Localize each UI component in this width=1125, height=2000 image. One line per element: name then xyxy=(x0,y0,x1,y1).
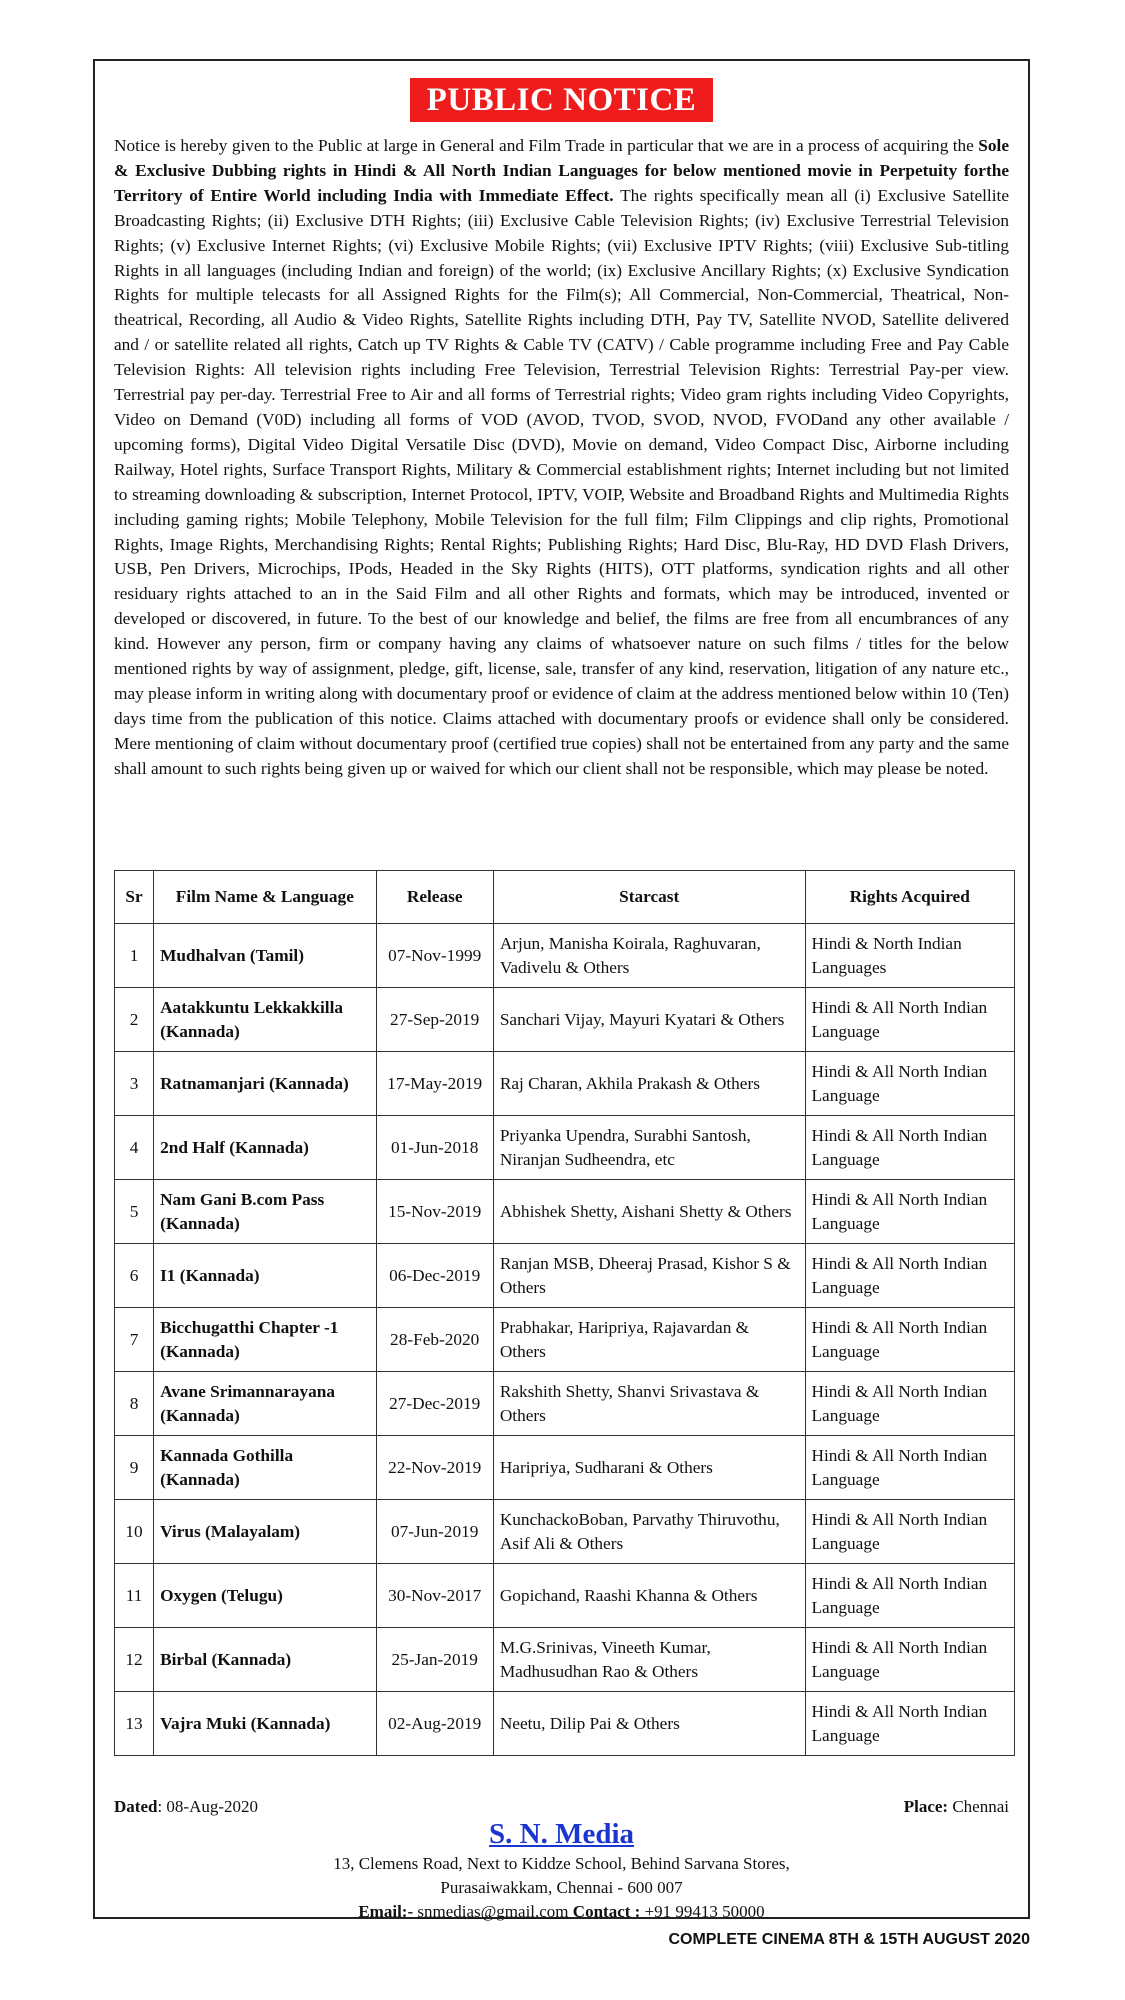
place xyxy=(904,1797,1009,1817)
table-row xyxy=(115,1436,1015,1500)
cell-sr: 8 xyxy=(115,1372,154,1436)
dated xyxy=(114,1797,258,1817)
cell-rights: Hindi & North Indian Languages xyxy=(805,924,1015,988)
table-row xyxy=(115,1180,1015,1244)
table-row xyxy=(115,924,1015,988)
table-row xyxy=(115,1564,1015,1628)
cell-starcast: Gopichand, Raashi Khanna & Others xyxy=(493,1564,805,1628)
dated-value: : 08-Aug-2020 xyxy=(157,1797,259,1816)
cell-sr: 5 xyxy=(115,1180,154,1244)
cell-rights: Hindi & All North Indian Language xyxy=(805,1500,1015,1564)
address-line-2: Purasaiwakkam, Chennai - 600 007 xyxy=(440,1878,683,1897)
cell-sr: 2 xyxy=(115,988,154,1052)
cell-sr: 12 xyxy=(115,1628,154,1692)
cell-film-name: Birbal (Kannada) xyxy=(154,1628,376,1692)
cell-rights: Hindi & All North Indian Language xyxy=(805,1692,1015,1756)
cell-rights: Hindi & All North Indian Language xyxy=(805,1180,1015,1244)
place-value: Chennai xyxy=(948,1797,1009,1816)
table-row xyxy=(115,988,1015,1052)
films-table xyxy=(114,870,1015,1756)
cell-starcast: Raj Charan, Akhila Prakash & Others xyxy=(493,1052,805,1116)
cell-starcast: Arjun, Manisha Koirala, Raghuvaran, Vadivelu & Others xyxy=(493,924,805,988)
cell-starcast: Prabhakar, Haripriya, Rajavardan & Others xyxy=(493,1308,805,1372)
dated-label: Dated xyxy=(114,1797,158,1816)
cell-film-name: 2nd Half (Kannada) xyxy=(154,1116,376,1180)
cell-release: 07-Nov-1999 xyxy=(376,924,493,988)
table-row xyxy=(115,1500,1015,1564)
cell-film-name: Kannada Gothilla (Kannada) xyxy=(154,1436,376,1500)
title-banner xyxy=(95,78,1028,122)
notice-frame xyxy=(93,59,1030,1919)
cell-rights: Hindi & All North Indian Language xyxy=(805,1564,1015,1628)
address-line-1: 13, Clemens Road, Next to Kiddze School, Behind Sarvana Stores, xyxy=(333,1854,790,1873)
cell-sr: 9 xyxy=(115,1436,154,1500)
cell-rights: Hindi & All North Indian Language xyxy=(805,1244,1015,1308)
cell-release: 17-May-2019 xyxy=(376,1052,493,1116)
cell-sr: 10 xyxy=(115,1500,154,1564)
films-table-body xyxy=(115,924,1015,1756)
table-row xyxy=(115,1372,1015,1436)
table-row xyxy=(115,1116,1015,1180)
contact-line xyxy=(95,1900,1028,1924)
cell-starcast: Abhishek Shetty, Aishani Shetty & Others xyxy=(493,1180,805,1244)
place-label: Place: xyxy=(903,1797,949,1816)
cell-rights: Hindi & All North Indian Language xyxy=(805,1628,1015,1692)
cell-film-name: Avane Srimannarayana (Kannada) xyxy=(154,1372,376,1436)
cell-film-name: Mudhalvan (Tamil) xyxy=(154,924,376,988)
cell-film-name: Bicchugatthi Chapter -1 (Kannada) xyxy=(154,1308,376,1372)
cell-starcast: Neetu, Dilip Pai & Others xyxy=(493,1692,805,1756)
company-block xyxy=(95,1818,1028,1851)
cell-film-name: Oxygen (Telugu) xyxy=(154,1564,376,1628)
cell-sr: 13 xyxy=(115,1692,154,1756)
cell-rights: Hindi & All North Indian Language xyxy=(805,1308,1015,1372)
cell-sr: 6 xyxy=(115,1244,154,1308)
contact-number: +91 99413 50000 xyxy=(644,1902,765,1921)
cell-rights: Hindi & All North Indian Language xyxy=(805,1372,1015,1436)
company-address xyxy=(95,1852,1028,1924)
contact-label: Contact : xyxy=(572,1902,641,1921)
cell-sr: 7 xyxy=(115,1308,154,1372)
email-link[interactable]: snmedias@gmail.com xyxy=(417,1902,569,1921)
cell-release: 25-Jan-2019 xyxy=(376,1628,493,1692)
cell-film-name: Vajra Muki (Kannada) xyxy=(154,1692,376,1756)
cell-starcast: Ranjan MSB, Dheeraj Prasad, Kishor S & Others xyxy=(493,1244,805,1308)
cell-release: 07-Jun-2019 xyxy=(376,1500,493,1564)
cell-sr: 1 xyxy=(115,924,154,988)
cell-film-name: I1 (Kannada) xyxy=(154,1244,376,1308)
cell-sr: 4 xyxy=(115,1116,154,1180)
cell-film-name: Ratnamanjari (Kannada) xyxy=(154,1052,376,1116)
column-header-sr: Sr xyxy=(115,871,154,924)
table-row xyxy=(115,1244,1015,1308)
cell-release: 30-Nov-2017 xyxy=(376,1564,493,1628)
cell-starcast: KunchackoBoban, Parvathy Thiruvothu, Asif Ali & Others xyxy=(493,1500,805,1564)
table-row xyxy=(115,1052,1015,1116)
cell-film-name: Nam Gani B.com Pass (Kannada) xyxy=(154,1180,376,1244)
notice-intro-lead: Notice is hereby given to the Public at large in General and Film Trade in particular that we are in a process of acquiring the xyxy=(114,136,979,155)
column-header-starcast: Starcast xyxy=(493,871,805,924)
cell-sr: 11 xyxy=(115,1564,154,1628)
notice-intro-rest: The rights specifically mean all (i) Exclusive Satellite Broadcasting Rights; (ii) Exclusive DTH Rights; (iii) Exclusive Cable Television Rights; (iv) Exclusive Terrestrial Television Rights; (v) Exclusive Internet Rights; (vi) Exclusive Mobile Rights; (vii) Exclusive IPTV Rights; (viii) Exclusive Sub-titling Rights in all languages (including Indian and foreign) of the world; (ix) Exclusive Ancillary Rights; (x) Exclusive Syndication Rights for multiple telecasts for all Assigned Rights for the Film(s); All Commercial, Non-Commercial, Theatrical, Non-theatrical, Recording, all Audio & Video Rights, Satellite Rights including DTH, Pay TV, Satellite NVOD, Satellite delivered and / or satellite related all rights, Catch up TV Rights & Cable TV (CATV) / Cable programme including Free and Pay Cable Television Rights: All television rights including Free Television, Terrestrial Television Rights: Terrestrial Pay-per view. Terrestrial pay per-day. Terrestrial Free to Air and all forms of Terrestrial rights; Video gram rights including Video Copyrights, Video on Demand (V0D) including all forms of VOD (AVOD, TVOD, SVOD, NVOD, FVODand any other available / upcoming forms), Digital Video Digital Versatile Disc (DVD), Movie on demand, Video Compact Disc, Airborne including Railway, Hotel rights, Surface Transport Rights, Military & Commercial establishment rights; Internet including but not limited to streaming downloading & subscription, Internet Protocol, IPTV, VOIP, Website and Broadband Rights and Multimedia Rights including gaming rights; Mobile Telephony, Mobile Television for the full film; Film Clippings and clip rights, Promotional Rights, Image Rights, Merchandising Rights; Rental Rights; Publishing Rights; Hard Disc, Blu-Ray, HD DVD Flash Drivers, USB, Pen Drivers, Microchips, IPods, Headed in the Sky Rights (HITS), OTT platforms, syndication rights and all other residuary rights attached to an in the Said Film and all other Rights and formats, which may be introduced, invented or developed or discovered, in future. To the best of our knowledge and belief, the films are free from all encumbrances of any kind. However any person, firm or company having any claims of whatsoever nature on such films / titles for the below mentioned rights by way of assignment, pledge, gift, license, sale, transfer of any kind, reservation, litigation of any nature etc., may please inform in writing along with documentary proof or evidence of claim at the address mentioned below within 10 (Ten) days time from the publication of this notice. Claims attached with documentary proofs or evidence shall only be considered. Mere mentioning of claim without documentary proof (certified true copies) shall not be entertained from any party and the same shall amount to such rights being given up or waived for which our client shall not be responsible, which may please be noted. xyxy=(114,185,1009,778)
column-header-film: Film Name & Language xyxy=(154,871,376,924)
cell-release: 06-Dec-2019 xyxy=(376,1244,493,1308)
cell-release: 15-Nov-2019 xyxy=(376,1180,493,1244)
cell-release: 27-Sep-2019 xyxy=(376,988,493,1052)
cell-starcast: M.G.Srinivas, Vineeth Kumar, Madhusudhan Rao & Others xyxy=(493,1628,805,1692)
publication-credit: COMPLETE CINEMA 8TH & 15TH AUGUST 2020 xyxy=(668,1931,1030,1948)
cell-starcast: Priyanka Upendra, Surabhi Santosh, Niranjan Sudheendra, etc xyxy=(493,1116,805,1180)
column-header-rights: Rights Acquired xyxy=(805,871,1015,924)
cell-rights: Hindi & All North Indian Language xyxy=(805,1116,1015,1180)
cell-starcast: Rakshith Shetty, Shanvi Srivastava & Others xyxy=(493,1372,805,1436)
notice-body xyxy=(114,134,1009,782)
cell-rights: Hindi & All North Indian Language xyxy=(805,1052,1015,1116)
cell-release: 27-Dec-2019 xyxy=(376,1372,493,1436)
company-name-link[interactable]: S. N. Media xyxy=(489,1818,634,1850)
table-row xyxy=(115,1628,1015,1692)
cell-rights: Hindi & All North Indian Language xyxy=(805,1436,1015,1500)
cell-starcast: Haripriya, Sudharani & Others xyxy=(493,1436,805,1500)
cell-rights: Hindi & All North Indian Language xyxy=(805,988,1015,1052)
cell-release: 22-Nov-2019 xyxy=(376,1436,493,1500)
cell-sr: 3 xyxy=(115,1052,154,1116)
notice-intro-bold: Sole & Exclusive Dubbing rights in Hindi & All North Indian Languages for below mentioned movie in Perpetuity forthe Territory of Entire World including India with Immediate Effect. xyxy=(114,136,1009,205)
cell-film-name: Virus (Malayalam) xyxy=(154,1500,376,1564)
table-row xyxy=(115,1308,1015,1372)
column-header-release: Release xyxy=(376,871,493,924)
table-header-row xyxy=(115,871,1015,924)
cell-starcast: Sanchari Vijay, Mayuri Kyatari & Others xyxy=(493,988,805,1052)
table-row xyxy=(115,1692,1015,1756)
cell-release: 28-Feb-2020 xyxy=(376,1308,493,1372)
cell-film-name: Aatakkuntu Lekkakkilla (Kannada) xyxy=(154,988,376,1052)
email-label: Email:- xyxy=(358,1902,414,1921)
cell-release: 02-Aug-2019 xyxy=(376,1692,493,1756)
cell-release: 01-Jun-2018 xyxy=(376,1116,493,1180)
page-title: PUBLIC NOTICE xyxy=(410,78,714,122)
